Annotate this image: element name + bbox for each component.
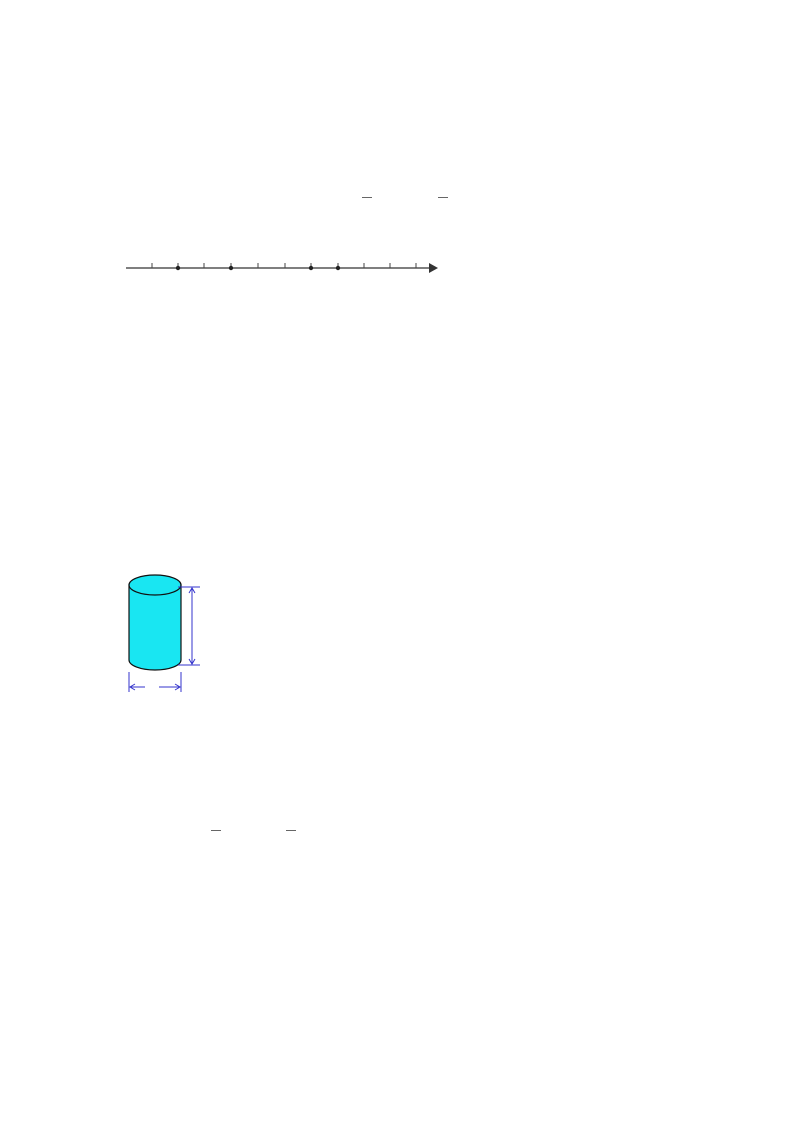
fraction-bar <box>211 830 221 831</box>
q1-fraction-1 <box>362 196 372 199</box>
fraction-bar <box>438 197 448 198</box>
point-b <box>229 266 233 270</box>
fraction-bar <box>362 197 372 198</box>
q4-fraction-2 <box>286 829 296 832</box>
point-c <box>309 266 313 270</box>
fraction-bar <box>286 830 296 831</box>
q1-fraction-2 <box>438 196 448 199</box>
number-line-ticks <box>152 263 416 268</box>
point-a <box>176 266 180 270</box>
q4-fraction-1 <box>211 829 221 832</box>
cylinder-top <box>129 575 181 595</box>
cylinder-figure <box>120 560 210 700</box>
cylinder-body <box>129 585 181 670</box>
number-line-figure <box>120 255 460 300</box>
point-d <box>336 266 340 270</box>
arrow-icon <box>429 263 438 273</box>
